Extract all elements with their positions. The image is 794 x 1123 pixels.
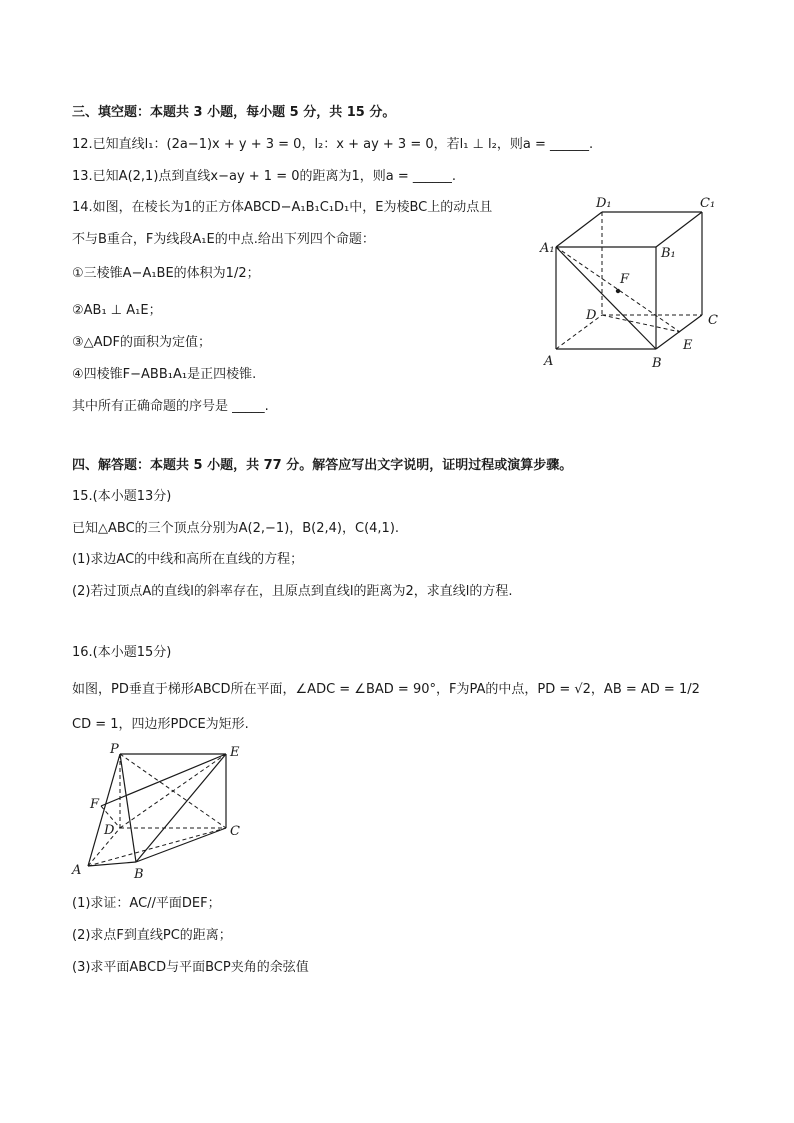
edge-a1d1	[556, 212, 602, 247]
edge-pb	[120, 754, 136, 862]
label-c: C	[708, 313, 718, 328]
label-e: E	[683, 338, 693, 353]
question-12: 12.已知直线l₁：(2a−1)x + y + 3 = 0，l₂：x + ay + 3 = 0，若l₁ ⊥ l₂，则a = ______.	[72, 137, 594, 152]
trapezoid-figure	[68, 740, 258, 885]
label-a: A	[72, 863, 82, 878]
label-b1: B₁	[661, 246, 676, 261]
question-14-stem-line2: 不与B重合，F为线段A₁E的中点.给出下列四个命题：	[72, 232, 375, 247]
question-15-title: 15.(本小题13分)	[72, 489, 172, 504]
question-15-part1: (1)求边AC的中线和高所在直线的方程；	[72, 552, 304, 567]
label-a: A	[544, 354, 554, 369]
question-14-stem-line1: 14.如图，在棱长为1的正方体ABCD−A₁B₁C₁D₁中，E为棱BC上的动点且	[72, 200, 493, 215]
question-16-stem-line1: 如图，PD垂直于梯形ABCD所在平面，∠ADC = ∠BAD = 90°，F为PA的中点，PD = √2，AB = AD = 1/2	[72, 682, 700, 697]
cube-figure	[530, 195, 730, 375]
question-14-option-4: ④四棱锥F−ABB₁A₁是正四棱锥.	[72, 367, 257, 382]
label-b: B	[134, 867, 144, 882]
label-d: D	[586, 308, 597, 323]
question-14-option-1: ①三棱锥A−A₁BE的体积为1/2；	[72, 266, 260, 281]
question-16-part3: (3)求平面ABCD与平面BCP夹角的余弦值	[72, 960, 309, 975]
label-f: F	[90, 797, 100, 812]
question-14-ask: 其中所有正确命题的序号是 _____.	[72, 399, 269, 414]
edge-b1c1	[656, 212, 702, 247]
label-e: E	[230, 745, 240, 760]
label-c1: C₁	[700, 196, 716, 211]
label-a1: A₁	[540, 241, 555, 256]
label-p: P	[110, 742, 119, 757]
question-14-option-2: ②AB₁ ⊥ A₁E；	[72, 303, 162, 318]
question-16-title: 16.(本小题15分)	[72, 645, 172, 660]
question-16-stem-line2: CD = 1，四边形PDCE为矩形.	[72, 717, 249, 732]
label-b: B	[652, 356, 662, 371]
point-f	[616, 289, 620, 293]
question-13: 13.已知A(2,1)点到直线x−ay + 1 = 0的距离为1，则a = ______.	[72, 169, 457, 184]
segment-a1b	[556, 247, 656, 349]
question-16-part2: (2)求点F到直线PC的距离；	[72, 928, 232, 943]
question-14-option-3: ③△ADF的面积为定值；	[72, 335, 212, 350]
question-15-stem: 已知△ABC的三个顶点分别为A(2,−1)，B(2,4)，C(4,1).	[72, 521, 400, 536]
question-15-part2: (2)若过顶点A的直线l的斜率存在，且原点到直线l的距离为2，求直线l的方程.	[72, 584, 513, 599]
question-16-part1: (1)求证：AC//平面DEF；	[72, 896, 221, 911]
section3-heading: 三、填空题：本题共 3 小题，每小题 5 分，共 15 分。	[72, 105, 396, 120]
label-d: D	[104, 823, 115, 838]
section4-heading: 四、解答题：本题共 5 小题，共 77 分。解答应写出文字说明，证明过程或演算步骤。	[72, 458, 573, 473]
label-f: F	[620, 272, 630, 287]
label-c: C	[230, 824, 240, 839]
label-d1: D₁	[596, 196, 612, 211]
